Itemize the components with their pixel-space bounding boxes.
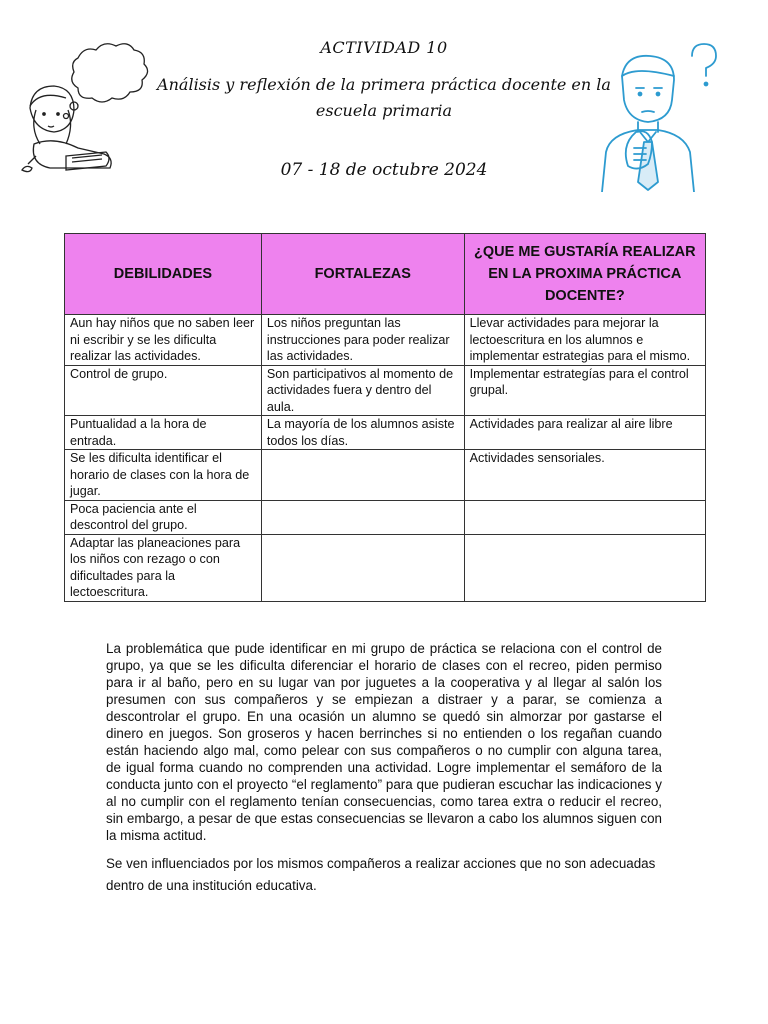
table-cell xyxy=(464,534,705,601)
table-cell: Son participativos al momento de actividades fuera y dentro del aula. xyxy=(261,365,464,416)
activity-title: ACTIVIDAD 10 xyxy=(320,38,448,57)
thinking-man-illustration xyxy=(592,36,722,192)
document-header xyxy=(0,0,768,220)
table-row xyxy=(65,500,706,534)
table-cell: Implementar estrategías para el control grupal. xyxy=(464,365,705,416)
header-fortalezas: FORTALEZAS xyxy=(261,234,464,315)
table-cell xyxy=(261,450,464,501)
reflection-text xyxy=(106,640,662,906)
header-debilidades: DEBILIDADES xyxy=(65,234,262,315)
table-cell: Aun hay niños que no saben leer ni escribir y se les dificulta realizar las actividades. xyxy=(65,315,262,366)
table-cell: Llevar actividades para mejorar la lectoescritura en los alumnos e implementar estrategias para el mismo. xyxy=(464,315,705,366)
table-cell xyxy=(464,500,705,534)
table-row xyxy=(65,450,706,501)
activity-dates: 07 - 18 de octubre 2024 xyxy=(280,160,488,180)
table-cell: Actividades sensoriales. xyxy=(464,450,705,501)
header-proxima-practica: ¿QUE ME GUSTARÍA REALIZAR EN LA PROXIMA PRÁCTICA DOCENTE? xyxy=(464,234,705,315)
paragraph-influencia: Se ven influenciados por los mismos compañeros a realizar acciones que no son adecuadas dentro de una institución educativa. xyxy=(106,856,656,893)
activity-subtitle: Análisis y reflexión de la primera práctica docente en la escuela primaria xyxy=(157,75,611,120)
table-cell: La mayoría de los alumnos asiste todos los días. xyxy=(261,416,464,450)
table-row xyxy=(65,534,706,601)
thinking-girl-illustration xyxy=(16,36,166,186)
table-cell: Adaptar las planeaciones para los niños con rezago o con dificultades para la lectoescritura. xyxy=(65,534,262,601)
table-cell: Poca paciencia ante el descontrol del grupo. xyxy=(65,500,262,534)
table-cell: Control de grupo. xyxy=(65,365,262,416)
table-cell: Se les dificulta identificar el horario de clases con la hora de jugar. xyxy=(65,450,262,501)
reflection-table xyxy=(64,233,706,602)
table-cell xyxy=(261,500,464,534)
table-row xyxy=(65,365,706,416)
table-header-row xyxy=(65,234,706,315)
table-row xyxy=(65,416,706,450)
paragraph-problematica: La problemática que pude identificar en mi grupo de práctica se relaciona con el control de grupo, ya que se les dificulta diferenciar el horario de clases con el recreo, piden permiso para ir al baño, pero en su lugar van por juguetes a la cooperativa y al llegar al salón los presumen con sus compañeros y se empiezan a distraer y a parar, se comienza a descontrolar el grupo. En una ocasión un alumno se quedó sin almorzar por gastarse el dinero en juegos. Son groseros y hacen berrinches si no entienden o los regañan cuando están haciendo algo mal, como pelear con sus compañeros o no cumplir con alguna tarea, de igual forma cuando no comprenden una actividad. Logre implementar el semáforo de la conducta junto con el proyecto “el reglamento” para que pudieran escuchar las indicaciones y al no cumplir con el reglamento tenían consecuencias, como tarea extra o reducir el recreo, sin embargo, a pesar de que estas consecuencias se llevaron a cabo los alumnos siguen con la misma actitud. xyxy=(106,641,662,843)
table-row xyxy=(65,315,706,366)
table-cell xyxy=(261,534,464,601)
table-cell: Actividades para realizar al aire libre xyxy=(464,416,705,450)
table-cell: Los niños preguntan las instrucciones para poder realizar las actividades. xyxy=(261,315,464,366)
table-cell: Puntualidad a la hora de entrada. xyxy=(65,416,262,450)
